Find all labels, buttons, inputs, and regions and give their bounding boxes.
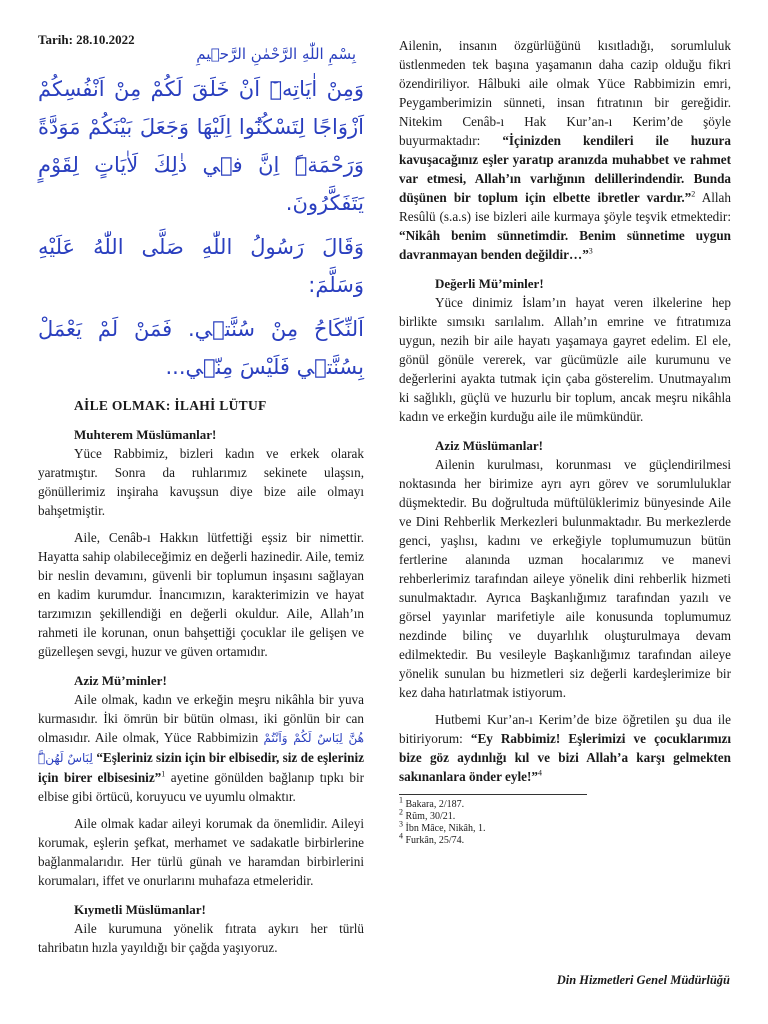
paragraph-8 xyxy=(399,710,731,786)
closing-prayer: “Ey Rabbimiz! Eşlerimizi ve çocuklarımızı bize göz aydınlığı kıl ve bizi Allah’a karşı gelmekten sakınanlara önder eyle!” xyxy=(399,731,731,784)
footnote-ref-3: 3 xyxy=(588,246,593,256)
arabic-verse: وَمِنْ اٰيَاتِه۪ٓ اَنْ خَلَقَ لَكُمْ مِنْ اَنْفُسِكُمْ اَزْوَاجًا لِتَسْكُنُٓوا اِلَيْهَا وَجَعَلَ بَيْنَكُمْ مَوَدَّةً وَرَحْمَةًۜ اِنَّ ف۪ي ذٰلِكَ لَاٰيَاتٍ لِقَوْمٍ يَتَفَكَّرُونَ. xyxy=(38,77,364,215)
heading-kiymetli: Kıymetli Müslümanlar! xyxy=(74,902,206,917)
footnote-ref-4: 4 xyxy=(537,768,542,778)
right-column xyxy=(399,36,731,847)
sermon-title: AİLE OLMAK: İLAHİ LÜTUF xyxy=(74,398,267,413)
left-column xyxy=(38,30,364,957)
heading-aziz-muslumanlar: Aziz Müslümanlar! xyxy=(435,438,543,453)
arabic-hadith-intro: وَقَالَ رَسُولُ اللّٰهِ صَلَّى اللّٰهُ عَلَيْهِ وَسَلَّمَ: xyxy=(38,235,364,297)
paragraph-6: Yüce dinimiz İslam’ın hayat veren ilkelerine hep birlikte sımsıkı sarılalım. Allah’ın emrine ve fıtratımıza uygun, nezih bir aile hayatı yaşamaya gayret edelim. El ele, gönül gönüle vererek, var gücümüzle aile kurumunu ve değerlerini ayakta tutmak için çaba gösterelim. Unutmayalım ki sağlıklı, güçlü ve huzurlu bir toplum, ancak meşru nikâhla kadın ve erkeğin kurduğu aile ile mümkündür. xyxy=(399,295,731,424)
footnote-4: $^4$ Furkân, 25/74. xyxy=(399,831,465,846)
paragraph-3-end: ayetine gönülden bağlanıp tıpkı bir elbise gibi örtücü, koruyucu ve uyumlu olmaktır. xyxy=(38,770,364,804)
arabic-hadith: اَلنِّكَاحُ مِنْ سُنَّت۪ي. فَمَنْ لَمْ يَعْمَلْ بِسُنَّت۪ي فَلَيْسَ مِنّ۪ي... xyxy=(38,317,364,379)
paragraph-5-quote: “İçinizden kendileri ile huzura kavuşacağınız eşler yaratıp aranızda muhabbet ve rahmet var etmesi, Allah’ın varlığının delillerindendir. Bunda düşünen bir toplum için elbette ibretler vardır.” xyxy=(399,133,732,205)
paragraph-7: Ailenin kurulması, korunması ve güçlendirilmesi noktasında her birimize ayrı ayrı görev ve sorumluluklar düşmektedir. Bu doğrultuda müftülüklerimiz bünyesinde Aile ve Dini Rehberlik Merkezleri bulunmaktadır. Bu merkezlerde genci, yaşlısı, kadını ve erkeğiyle toplumumuzun bütün fertlerine alanında uzman hocalarımız ve manevi rehberlerimiz tarafından aileye yönelik dini rehberlik hizmeti sunulmaktadır. Ayrıca Başkanlığımız tarafından yazılı ve görsel yayınlar marifetiyle aile konusunda toplumumuz nezdinde bilinç ve duyarlılık oluşturulmaya devam edilmektedir. Bu vesileyle Başkanlığımız tarafından aileye yönelik sunulan bu hizmetleri siz değerli kardeşlerimize bir kez daha hatırlatmak istiyorum. xyxy=(399,457,731,700)
footnotes xyxy=(399,795,731,847)
date-line: Tarih: 28.10.2022 xyxy=(38,32,135,47)
bismillah-calligraphy: بِسْمِ اللّٰهِ الرَّحْمٰنِ الرَّح۪يمِ xyxy=(196,45,356,63)
paragraph-8-start: Hutbemi Kur’an-ı Kerim’de bize öğretilen şu dua ile bitiriyorum: xyxy=(399,712,731,746)
paragraph-5-text: Ailenin, insanın özgürlüğünü kısıtladığı, sorumluluk üstlenmeden tek başına yaşamanın daha cazip olduğu fikri özendiriliyor. Hâlbuki aile olmak Yüce Rabbimizin emri, Peygamberimizin sünneti, insan fıtratının bir gereğidir. Nitekim Cenâb-ı Hak Kur’an-ı Kerim’de şöyle buyurmaktadır: xyxy=(399,38,731,148)
footnote-ref-2: 2 xyxy=(691,189,696,199)
paragraph-5-right xyxy=(399,36,731,264)
footnote-1: $^1$ Bakara, 2/187. xyxy=(399,795,465,810)
paragraph-2: Aile, Cenâb-ı Hakkın lütfettiği eşsiz bir nimettir. Hayatta sahip olabileceğimiz en değerli hazinedir. Aile, temiz bir neslin devamını, güvenli bir toplumun inşasını sağlayan en kadim kurumdur. İnancımızın, karakterimizin ve hayat tarzımızın şekillendiği en değerli okuldur. Aile, Allah’ın rahmeti ile korunan, onun bahşettiği çocuklar ile gelişen ve güzelleşen sevgi, huzur ve güven ortamıdır. xyxy=(38,530,364,659)
paragraph-4: Aile olmak kadar aileyi korumak da önemlidir. Aileyi korumak, eşlerin şefkat, merhamet ve sadakatle birbirlerine bağlanmalarıdır. Her türlü günah ve haramdan birbirlerini korumaları, iffet ve onurlarını muhafaza etmeleridir. xyxy=(38,816,364,888)
paragraph-1: Yüce Rabbimiz, bizleri kadın ve erkek olarak yaratmıştır. Sonra da ruhlarımız sekinete ulaşsın, gönüllerimiz inşiraha kavuşsun diye bize aile olmayı bahşetmiştir. xyxy=(38,446,364,518)
paragraph-5-mid: Allah Resûlü (s.a.s) ise bizleri aile kurmaya şöyle teşvik etmektedir: xyxy=(399,190,731,224)
footnote-3: $^3$ İbn Mâce, Nikâh, 1. xyxy=(399,819,486,834)
paragraph-5-left: Aile kurumuna yönelik fıtrata aykırı her türlü tahribatın hızla yayıldığı bir çağda yaşıyoruz. xyxy=(38,921,364,955)
heading-degerli: Değerli Mü’minler! xyxy=(435,276,544,291)
footnote-ref-1: 1 xyxy=(161,769,166,779)
paragraph-5-hadith: “Nikâh benim sünnetimdir. Benim sünnetime uygun davranmayan benden değildir…” xyxy=(399,228,731,262)
heading-muhterem: Muhterem Müslümanlar! xyxy=(74,427,217,442)
heading-aziz-muminler: Aziz Mü’minler! xyxy=(74,673,167,688)
paragraph-3 xyxy=(38,690,364,806)
signature: Din Hizmetleri Genel Müdürlüğü xyxy=(556,973,730,987)
footnote-divider xyxy=(399,794,587,795)
paragraph-3-quote: “Eşleriniz sizin için bir elbisedir, siz de eşleriniz için birer elbisesiniz” xyxy=(38,750,365,785)
paragraph-3-start: Aile olmak, kadın ve erkeğin meşru nikâhla bir yuva kurmasıdır. İki ömrün bir bütün olması, iki gönlün bir can olmasıdır. Aile olmak, Yüce Rabbimizin xyxy=(38,692,364,745)
footnote-2: $^2$ Rûm, 30/21. xyxy=(399,807,456,822)
inline-arabic-verse: هُنَّ لِبَاسٌ لَكُمْ وَاَنْتُمْ لِبَاسٌ لَهُنَّۜ xyxy=(38,731,364,765)
